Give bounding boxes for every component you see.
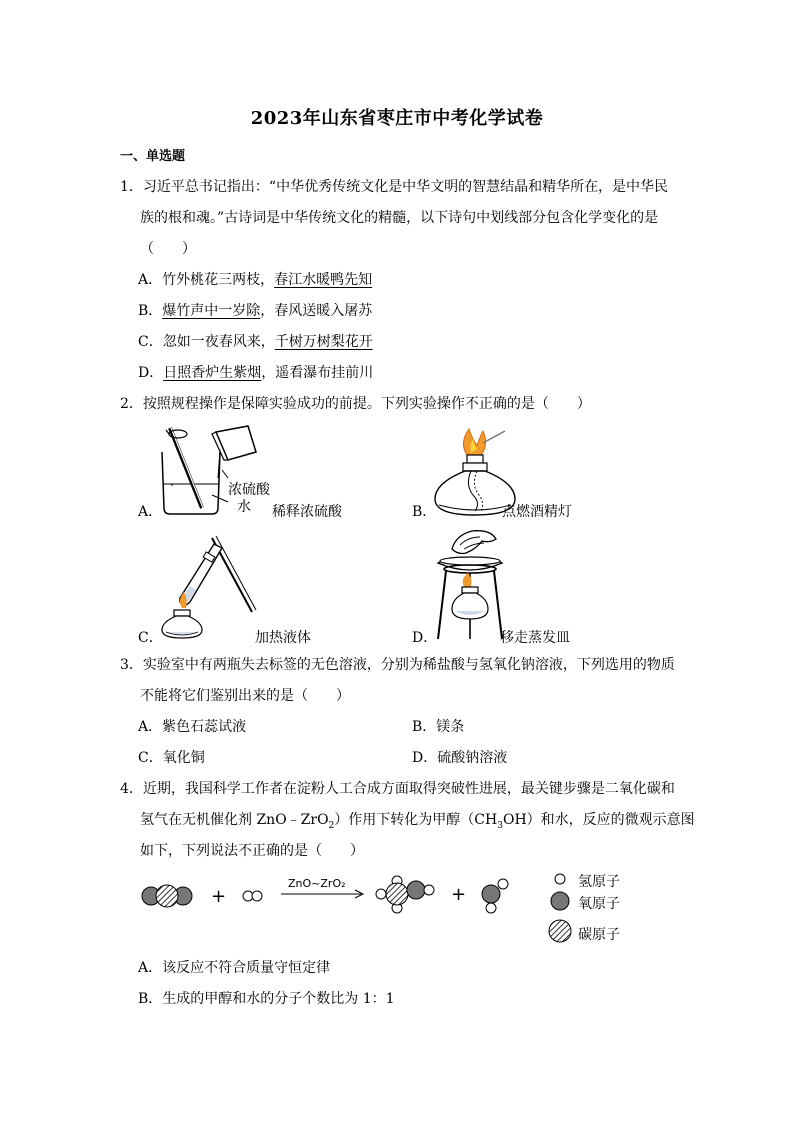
methanol-oxygen (407, 881, 425, 899)
q1-option-b-letter: B． (138, 303, 163, 319)
q1-option-d-letter: D． (138, 365, 164, 381)
q2-option-a-caption: 稀释浓硫酸 (272, 504, 342, 520)
q1-option-c-underlined: 千树万树梨花开 (274, 334, 373, 350)
q3-line1: 3．实验室中有两瓶失去标签的无色溶液，分别为稀盐酸与氢氧化钠溶液，下列选用的物质 (120, 657, 675, 673)
legend-oxygen-icon (551, 892, 569, 910)
legend-hydrogen-icon (555, 874, 565, 884)
page-title: 2023年山东省枣庄市中考化学试卷 (250, 108, 544, 129)
q2-option-a-letter: A． (138, 504, 163, 520)
q1-option-b-text: ，春风送暖入屠苏 (260, 303, 373, 319)
q1-option-b-underlined: 爆竹声中一岁除 (162, 303, 261, 319)
label-water: 水 (237, 499, 251, 515)
q1-option-d (138, 362, 373, 382)
q3-line2: 不能将它们鉴别出来的是（ ） (140, 688, 350, 704)
water-oxygen (482, 885, 500, 903)
h2-atom-2 (252, 891, 262, 901)
label-concentrated-acid: 浓硫酸 (228, 482, 270, 498)
legend-carbon: 碳原子 (578, 927, 620, 943)
legend-carbon-icon (549, 920, 571, 942)
q4-line3: 如下，下列说法不正确的是（ ） (140, 843, 364, 859)
q2-stem: 2．按照规程操作是保障实验成功的前提。下列实验操作不正确的是（ ） (120, 396, 591, 412)
q2-option-b-letter: B． (412, 504, 437, 520)
q3-option-d: D．硫酸钠溶液 (412, 750, 508, 766)
catalyst-label: ZnO~ZrO₂ (288, 877, 346, 890)
section-heading: 一、单选题 (120, 149, 186, 164)
q4-line2-part1: 氢气在无机催化剂 ZnO﹣ZrO (140, 812, 329, 828)
legend-hydrogen: 氢原子 (578, 874, 620, 890)
q2-option-c-letter: C． (138, 630, 163, 646)
q1-option-c (138, 331, 373, 351)
q1-option-b (138, 300, 372, 320)
q1-option-a (138, 269, 372, 289)
q1-option-c-text: C．忽如一夜春风来， (138, 334, 275, 350)
q2-option-c-caption: 加热液体 (255, 630, 311, 646)
q2-option-d-caption: 移走蒸发皿 (500, 630, 570, 646)
q1-option-d-underlined: 日照香炉生紫烟 (163, 365, 262, 381)
figure-evaporating-dish (430, 527, 510, 645)
q4-line1: 4．近期，我国科学工作者在淀粉人工合成方面取得突破性进展，最关键步骤是二氧化碳和 (120, 781, 675, 797)
co2-carbon (156, 885, 178, 907)
q4-line2-part3: OH）和水，反应的微观示意图 (502, 812, 695, 828)
q1-option-d-text: ，遥看瀑布挂前川 (261, 365, 374, 381)
methanol-carbon (386, 883, 408, 905)
q3-option-c: C．氧化铜 (138, 750, 205, 766)
q1-line2: 族的根和魂。”古诗词是中华传统文化的精髓，以下诗句中划线部分包含化学变化的是 (140, 210, 659, 226)
q3-option-b: B．镁条 (412, 719, 465, 735)
q4-line2-part2: ）作用下转化为甲醇（CH (334, 812, 498, 828)
q1-option-a-underlined: 春江水暖鸭先知 (274, 272, 373, 288)
q2-option-b-caption: 点燃酒精灯 (502, 504, 572, 520)
q4-subscript-3: 3 (497, 820, 503, 831)
plus-sign: + (211, 886, 227, 907)
reaction-diagram (135, 868, 535, 918)
figure-dilute-acid (150, 420, 290, 520)
q4-option-b: B．生成的甲醇和水的分子个数比为 1：1 (138, 991, 395, 1007)
q1-line1: 1．习近平总书记指出：“中华优秀传统文化是中华文明的智慧结晶和精华所在，是中华民 (120, 179, 669, 195)
svg-text:+: + (451, 884, 467, 905)
q3-option-a: A．紫色石蕊试液 (138, 719, 247, 735)
figure-heat-liquid (160, 528, 260, 643)
q4-line2 (140, 809, 695, 831)
atom-legend-icons (545, 868, 575, 944)
legend-oxygen: 氧原子 (578, 896, 620, 912)
q1-option-a-text: A．竹外桃花三两枝， (138, 272, 275, 288)
q4-option-a: A．该反应不符合质量守恒定律 (138, 960, 331, 976)
q4-subscript-2: 2 (328, 820, 335, 831)
q1-line3: （ ） (140, 241, 196, 257)
q2-option-d-letter: D． (412, 630, 438, 646)
